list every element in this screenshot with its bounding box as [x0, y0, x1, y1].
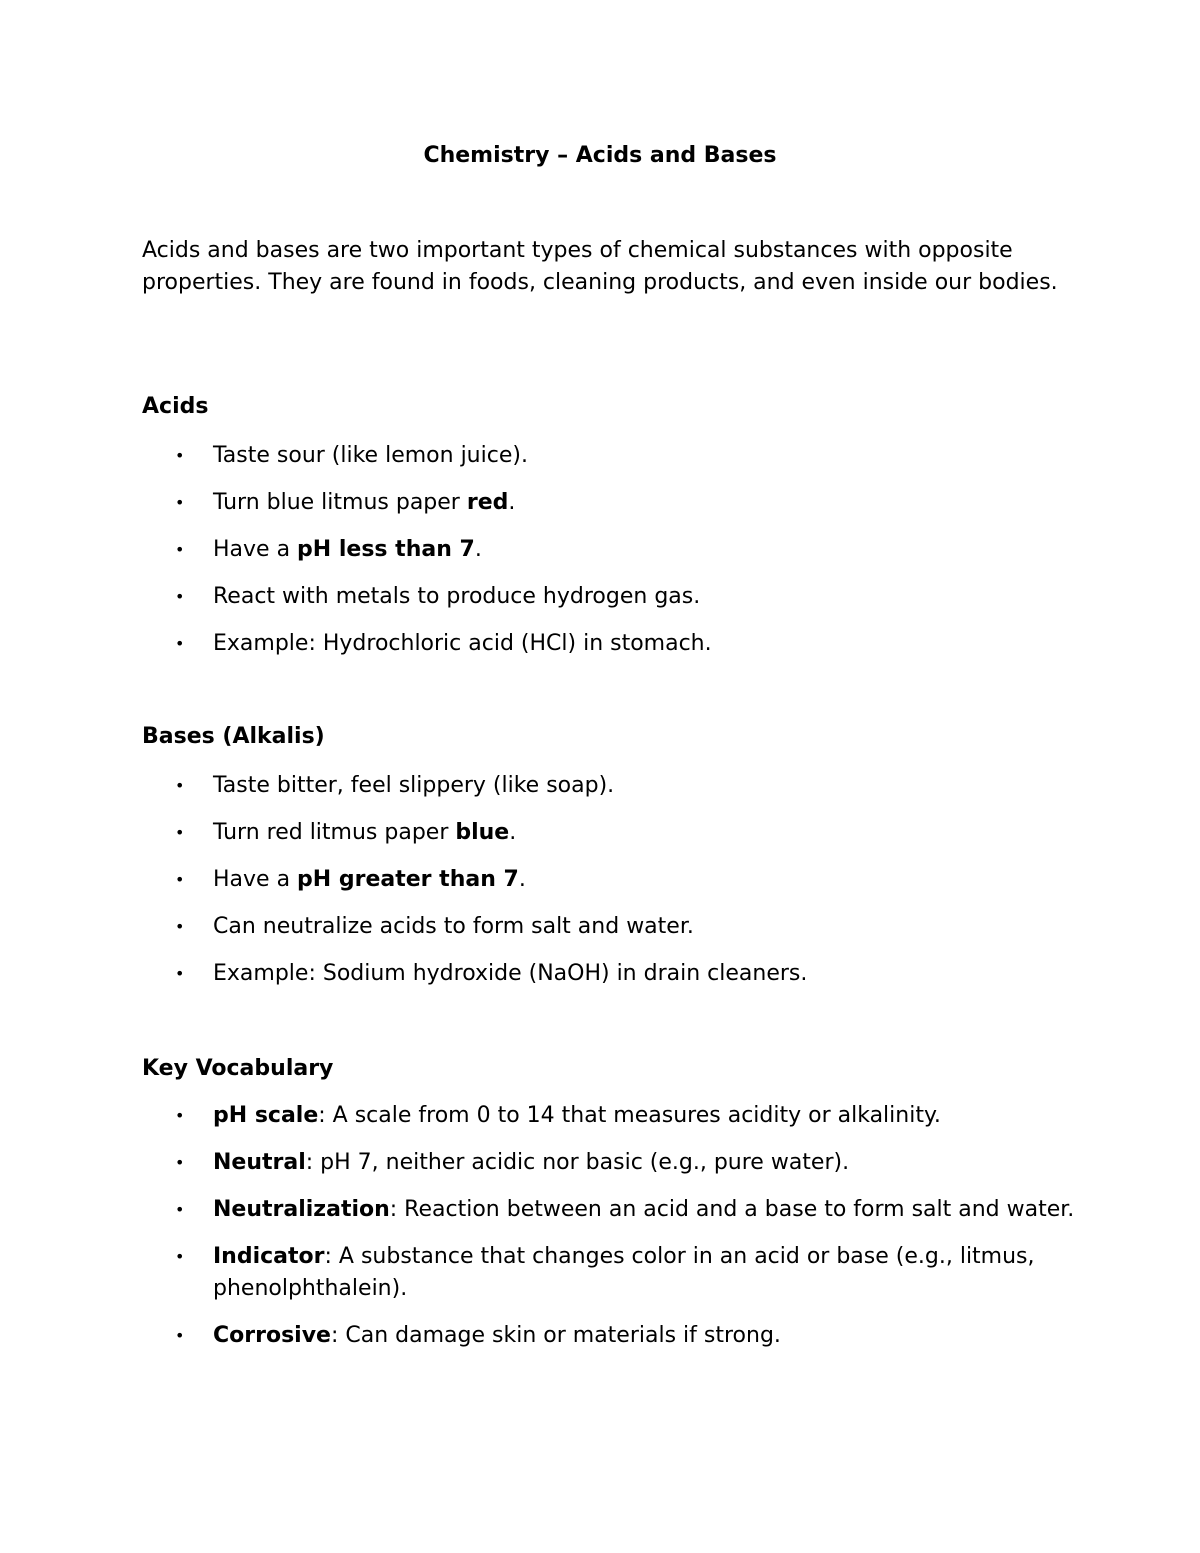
bullet-icon: •: [175, 540, 185, 559]
vocab-definition: : Reaction between an acid and a base to form salt and water.: [389, 1197, 1075, 1222]
vocab-term: Corrosive: [213, 1322, 331, 1348]
bullet-icon: •: [175, 917, 185, 936]
vocab-term: Neutral: [213, 1150, 306, 1175]
bullet-icon: •: [175, 1153, 185, 1172]
vocab-item: [142, 1320, 1102, 1352]
bullet-icon: •: [175, 823, 185, 842]
vocab-item: [142, 1241, 1102, 1304]
bullet-icon: •: [175, 870, 185, 889]
document-title: Chemistry – Acids and Bases: [423, 143, 777, 168]
vocab-item: [142, 1100, 1102, 1132]
bullet-icon: •: [175, 776, 185, 795]
vocab-term: Indicator: [213, 1244, 325, 1269]
list-item: • Have a pH greater than 7.: [142, 864, 1102, 896]
list-item: • Example: Sodium hydroxide (NaOH) in drain cleaners.: [142, 958, 1102, 990]
bullet-icon: •: [175, 1106, 185, 1125]
vocab-term: Neutralization: [213, 1197, 390, 1222]
bullet-icon: •: [175, 1247, 185, 1266]
list-item: • React with metals to produce hydrogen gas.: [142, 581, 1102, 613]
bases-list: [142, 770, 1102, 1005]
acids-list: [142, 440, 1102, 675]
list-item: • Taste sour (like lemon juice).: [142, 440, 1102, 472]
vocab-term: pH scale: [213, 1103, 319, 1128]
list-item: • Can neutralize acids to form salt and water.: [142, 911, 1102, 943]
bullet-icon: •: [175, 634, 185, 653]
list-item: • Turn red litmus paper blue.: [142, 817, 1102, 849]
vocab-definition: : A scale from 0 to 14 that measures acidity or alkalinity.: [318, 1103, 941, 1128]
bullet-icon: •: [175, 446, 185, 465]
bases-heading: Bases (Alkalis): [142, 724, 325, 749]
vocab-definition: : Can damage skin or materials if strong.: [330, 1322, 781, 1348]
vocab-heading: Key Vocabulary: [142, 1056, 334, 1081]
bullet-icon: •: [175, 1325, 185, 1345]
bullet-icon: •: [175, 587, 185, 606]
intro-paragraph: Acids and bases are two important types of chemical substances with opposite properties. They are found in foods, cleaning products, and even inside our bodies.: [142, 238, 1058, 295]
vocab-item: [142, 1194, 1102, 1226]
bullet-icon: •: [175, 964, 185, 983]
acids-heading: Acids: [142, 394, 209, 419]
bullet-icon: •: [175, 493, 185, 512]
list-item: • Turn blue litmus paper red.: [142, 487, 1102, 519]
list-item: • Example: Hydrochloric acid (HCl) in stomach.: [142, 628, 1102, 660]
vocab-item: [142, 1147, 1102, 1179]
bullet-icon: •: [175, 1200, 185, 1219]
vocab-list: [142, 1100, 1102, 1367]
vocab-definition: : A substance that changes color in an acid or base (e.g., litmus, phenolphthalein).: [213, 1244, 1035, 1301]
vocab-definition: : pH 7, neither acidic nor basic (e.g., pure water).: [305, 1150, 850, 1175]
list-item: • Taste bitter, feel slippery (like soap).: [142, 770, 1102, 802]
list-item: • Have a pH less than 7.: [142, 534, 1102, 566]
